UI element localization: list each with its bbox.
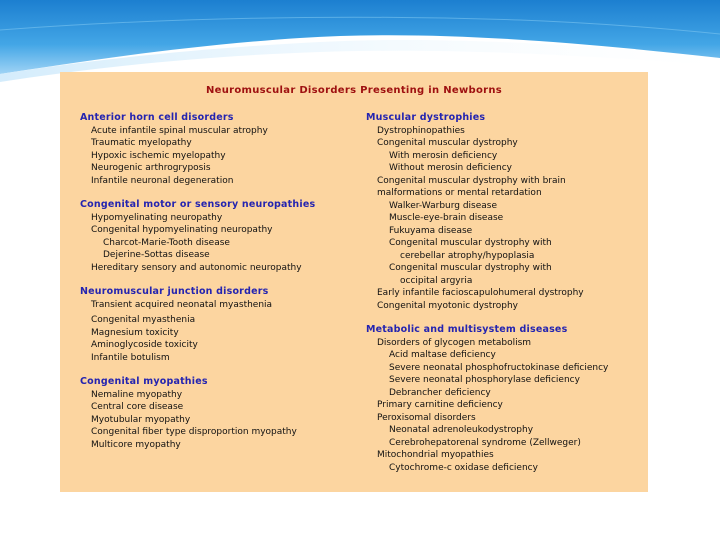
section-dystrophies (366, 112, 646, 312)
list-item: Congenital hypomyelinating neuropathy (91, 225, 273, 235)
list-item: Hypoxic ischemic myelopathy (91, 150, 226, 161)
list-item: Charcot-Marie-Tooth disease (103, 237, 230, 248)
list-item: Fukuyama disease (389, 225, 473, 236)
section-metabolic (366, 324, 646, 474)
list-item: Acid maltase deficiency (389, 350, 496, 360)
table-panel (60, 72, 648, 492)
list-item: Neonatal adrenoleukodystrophy (389, 425, 534, 435)
list-item: Without merosin deficiency (389, 163, 512, 173)
list-item: Muscle-eye-brain disease (389, 213, 504, 223)
list-item: Congenital muscular dystrophy with (389, 238, 552, 248)
section-heading: Muscular dystrophies (366, 112, 486, 123)
list-item: Magnesium toxicity (91, 327, 179, 338)
list-item: Dystrophinopathies (377, 125, 465, 136)
list-item: Cerebrohepatorenal syndrome (Zellweger) (389, 437, 581, 448)
list-item: Central core disease (91, 402, 184, 412)
list-item: Nemaline myopathy (91, 389, 183, 400)
section-myopathies (80, 376, 370, 451)
section-neuropathies (80, 199, 370, 274)
left-column (80, 112, 370, 463)
right-column (366, 112, 646, 486)
list-item: Congenital myasthenia (91, 315, 196, 325)
list-item: Debrancher deficiency (389, 387, 491, 398)
section-nmj (80, 286, 370, 364)
list-item: Congenital muscular dystrophy (377, 138, 518, 148)
list-item: Infantile botulism (91, 352, 170, 363)
list-item: Hereditary sensory and autonomic neuropathy (91, 262, 302, 273)
section-heading: Congenital myopathies (80, 376, 208, 387)
list-item: Congenital myotonic dystrophy (377, 300, 519, 311)
list-item: Neurogenic arthrogryposis (91, 163, 211, 173)
list-item: Infantile neuronal degeneration (91, 175, 234, 186)
section-heading: Congenital motor or sensory neuropathies (80, 199, 316, 210)
list-item: Congenital muscular dystrophy with (389, 263, 552, 273)
list-item: Cytochrome-c oxidase deficiency (389, 462, 538, 473)
section-heading: Neuromuscular junction disorders (80, 286, 269, 297)
list-item: Myotubular myopathy (91, 414, 191, 425)
list-item: Acute infantile spinal muscular atrophy (91, 125, 268, 136)
section-heading: Anterior horn cell disorders (80, 112, 234, 123)
section-anterior-horn (80, 112, 370, 187)
list-item: Severe neonatal phosphofructokinase deficiency (389, 362, 609, 373)
list-item: Disorders of glycogen metabolism (377, 337, 532, 348)
table-title: Neuromuscular Disorders Presenting in Newborns (205, 85, 503, 96)
section-heading: Metabolic and multisystem diseases (366, 324, 568, 335)
list-item: Severe neonatal phosphorylase deficiency (389, 375, 580, 385)
list-item: Congenital muscular dystrophy with brain (377, 175, 566, 186)
list-item: Transient acquired neonatal myasthenia (91, 299, 273, 310)
list-item: Aminoglycoside toxicity (91, 340, 198, 350)
list-item: Early infantile facioscapulohumeral dystrophy (377, 288, 584, 298)
list-item: Primary carnitine deficiency (377, 400, 503, 410)
list-item: Congenital fiber type disproportion myopathy (91, 427, 297, 437)
list-item: Traumatic myelopathy (91, 138, 192, 148)
list-item: Walker-Warburg disease (389, 200, 498, 211)
list-item: cerebellar atrophy/hypoplasia (400, 250, 535, 261)
list-item: Multicore myopathy (91, 439, 181, 450)
list-item: Peroxisomal disorders (377, 412, 476, 423)
list-item: occipital argyria (400, 275, 473, 286)
list-item: Hypomyelinating neuropathy (91, 212, 223, 223)
list-item: With merosin deficiency (389, 150, 498, 161)
list-item: Mitochondrial myopathies (377, 450, 494, 460)
list-item: malformations or mental retardation (377, 188, 542, 198)
list-item: Dejerine-Sottas disease (103, 250, 210, 260)
